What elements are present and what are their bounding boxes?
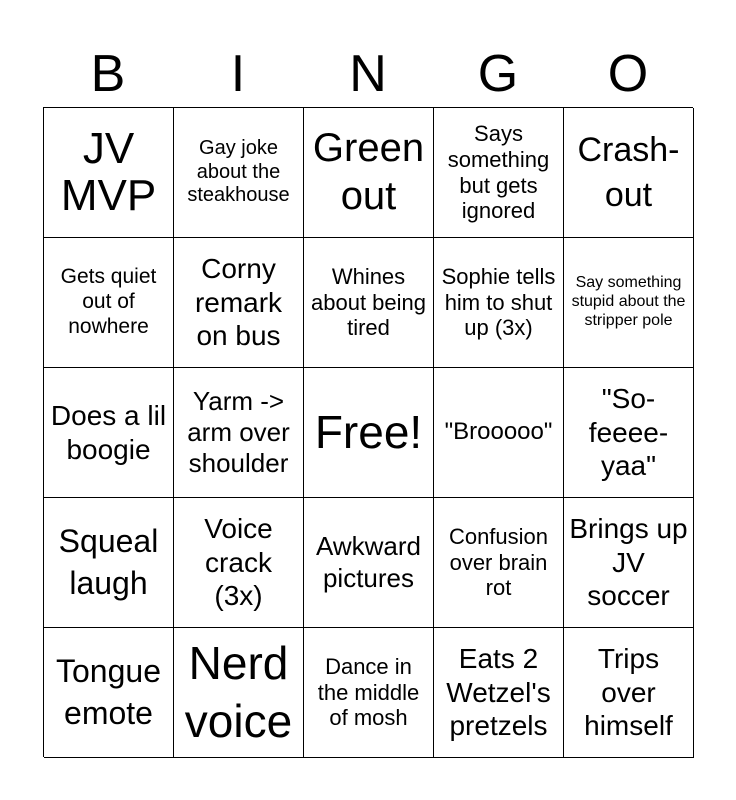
header-letter-o: O: [607, 45, 649, 103]
bingo-cell[interactable]: Nerd voice: [174, 628, 304, 758]
bingo-cell[interactable]: Trips over himself: [564, 628, 694, 758]
bingo-header: [43, 40, 693, 108]
bingo-cell[interactable]: Eats 2 Wetzel's pretzels: [434, 628, 564, 758]
header-letter-g: G: [477, 45, 519, 103]
bingo-cell[interactable]: Green out: [304, 108, 434, 238]
header-letter-n: N: [349, 45, 387, 103]
bingo-cell[interactable]: JV MVP: [44, 108, 174, 238]
bingo-cell[interactable]: Whines about being tired: [304, 238, 434, 368]
header-letter-b: B: [90, 45, 126, 103]
bingo-board: [43, 107, 693, 757]
bingo-cell[interactable]: Does a lil boogie: [44, 368, 174, 498]
bingo-cell[interactable]: Awkward pictures: [304, 498, 434, 628]
bingo-cell[interactable]: Sophie tells him to shut up (3x): [434, 238, 564, 368]
header-letter-i: I: [230, 45, 246, 103]
bingo-cell[interactable]: Dance in the middle of mosh: [304, 628, 434, 758]
bingo-cell[interactable]: Yarm -> arm over shoulder: [174, 368, 304, 498]
bingo-cell[interactable]: Squeal laugh: [44, 498, 174, 628]
bingo-cell[interactable]: Crash-out: [564, 108, 694, 238]
free-space[interactable]: Free!: [304, 368, 434, 498]
bingo-cell[interactable]: Corny remark on bus: [174, 238, 304, 368]
bingo-cell[interactable]: Says something but gets ignored: [434, 108, 564, 238]
bingo-cell[interactable]: Gets quiet out of nowhere: [44, 238, 174, 368]
bingo-cell[interactable]: Tongue emote: [44, 628, 174, 758]
bingo-cell[interactable]: Gay joke about the steakhouse: [174, 108, 304, 238]
bingo-cell[interactable]: Say something stupid about the stripper pole: [564, 238, 694, 368]
bingo-cell[interactable]: "Brooooo": [434, 368, 564, 498]
bingo-cell[interactable]: Brings up JV soccer: [564, 498, 694, 628]
bingo-cell[interactable]: Voice crack (3x): [174, 498, 304, 628]
bingo-cell[interactable]: "So-feeee-yaa": [564, 368, 694, 498]
bingo-cell[interactable]: Confusion over brain rot: [434, 498, 564, 628]
